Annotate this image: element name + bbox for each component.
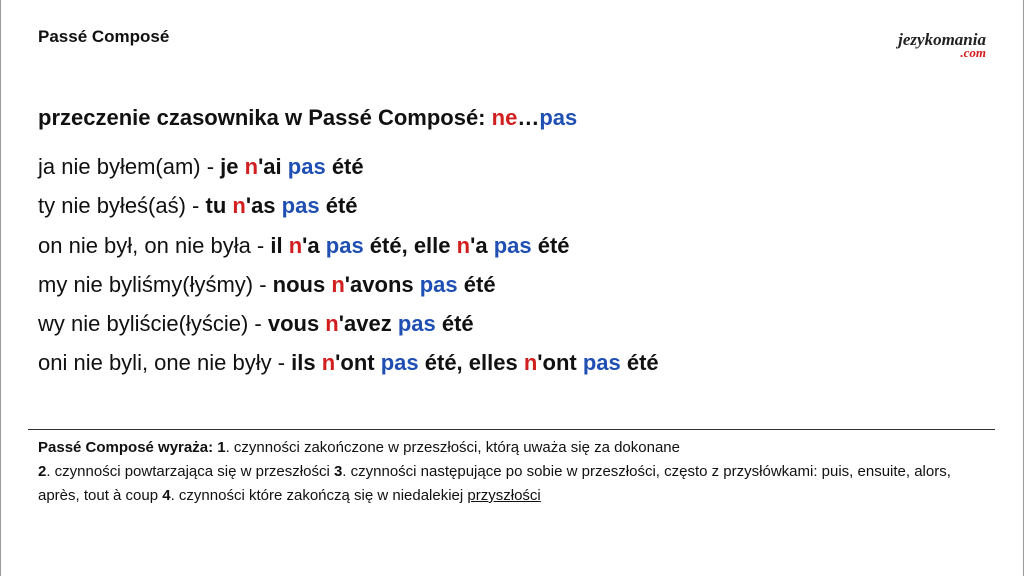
french-text: ils: [291, 350, 322, 376]
negation-pas: pas: [397, 311, 436, 337]
negation-pas: pas: [419, 271, 458, 297]
conjugation-line: [38, 226, 659, 265]
note-text: . czynności zakończone w przeszłości, którą uważa się za dokonane: [225, 439, 680, 456]
french-text: été: [531, 232, 570, 258]
note-number: 3: [333, 463, 343, 480]
negation-ne: n: [523, 350, 538, 376]
section-heading: [38, 105, 577, 131]
french-text: 'a: [470, 232, 494, 258]
polish-text: ty nie byłeś(aś) -: [38, 193, 206, 219]
conjugation-line: [38, 304, 659, 343]
negation-ne: n: [331, 271, 345, 297]
note-number: 4: [162, 487, 171, 504]
note-text: . czynności następujące po sobie w przeszłości, często z przysłówkami: puis, ensuite, alors, après, tout à coup: [38, 463, 951, 504]
conjugation-line: [38, 343, 659, 382]
negation-pas: pas: [582, 350, 621, 376]
note-number: 2: [38, 463, 47, 480]
logo-suffix-text: .com: [960, 45, 986, 60]
logo-main-text: jezykomania: [898, 30, 986, 49]
conjugation-list: [38, 147, 659, 383]
french-text: vous: [267, 311, 326, 337]
polish-text: my nie byliśmy(łyśmy) -: [38, 271, 273, 297]
negation-ne: n: [325, 311, 339, 337]
negation-pas: pas: [287, 154, 326, 179]
french-text: 'a: [302, 232, 326, 258]
french-text: été: [319, 193, 358, 219]
french-text: été: [457, 271, 496, 297]
french-text: tu: [205, 193, 233, 219]
french-text: été: [620, 350, 659, 376]
french-text: il: [270, 232, 289, 258]
french-text: été, elles: [418, 350, 524, 376]
french-text: été: [325, 154, 364, 179]
left-border: [0, 0, 1, 576]
french-text: 'ai: [258, 154, 288, 179]
negation-ne: n: [244, 154, 259, 179]
negation-pas: pas: [493, 232, 532, 258]
french-text: je: [220, 154, 245, 179]
french-text: 'avons: [344, 271, 420, 297]
french-text: 'ont: [335, 350, 381, 376]
heading-ne: ne: [491, 105, 518, 130]
negation-pas: pas: [325, 232, 364, 258]
note-text: . czynności które zakończą się w niedalekiej: [170, 487, 468, 504]
conjugation-line: [38, 186, 659, 225]
note-text: . czynności powtarzająca się w przeszłości: [46, 463, 334, 480]
french-text: été: [435, 311, 474, 337]
heading-dots: …: [517, 105, 540, 130]
negation-ne: n: [456, 232, 471, 258]
negation-pas: pas: [380, 350, 419, 376]
french-text: été, elle: [363, 232, 457, 258]
negation-pas: pas: [281, 193, 320, 219]
usage-notes: [38, 436, 988, 508]
negation-ne: n: [232, 193, 246, 219]
heading-text: przeczenie czasownika w Passé Composé:: [38, 105, 492, 130]
polish-text: ja nie byłem(am) -: [38, 154, 221, 179]
conjugation-line: [38, 265, 659, 304]
heading-pas: pas: [539, 105, 578, 130]
french-text: 'ont: [537, 350, 583, 376]
note-text: przyszłości: [467, 487, 541, 504]
polish-text: oni nie byli, one nie były -: [38, 350, 292, 376]
french-text: nous: [272, 271, 332, 297]
page-title: Passé Composé: [38, 27, 170, 46]
polish-text: on nie był, on nie była -: [38, 232, 271, 258]
divider: [28, 429, 995, 430]
logo: [898, 31, 986, 59]
note-number: Passé Composé wyraża: 1: [38, 439, 226, 456]
french-text: 'avez: [338, 311, 398, 337]
conjugation-line: [38, 147, 659, 186]
negation-ne: n: [288, 232, 303, 258]
polish-text: wy nie byliście(łyście) -: [38, 311, 268, 337]
french-text: 'as: [245, 193, 282, 219]
negation-ne: n: [321, 350, 336, 376]
